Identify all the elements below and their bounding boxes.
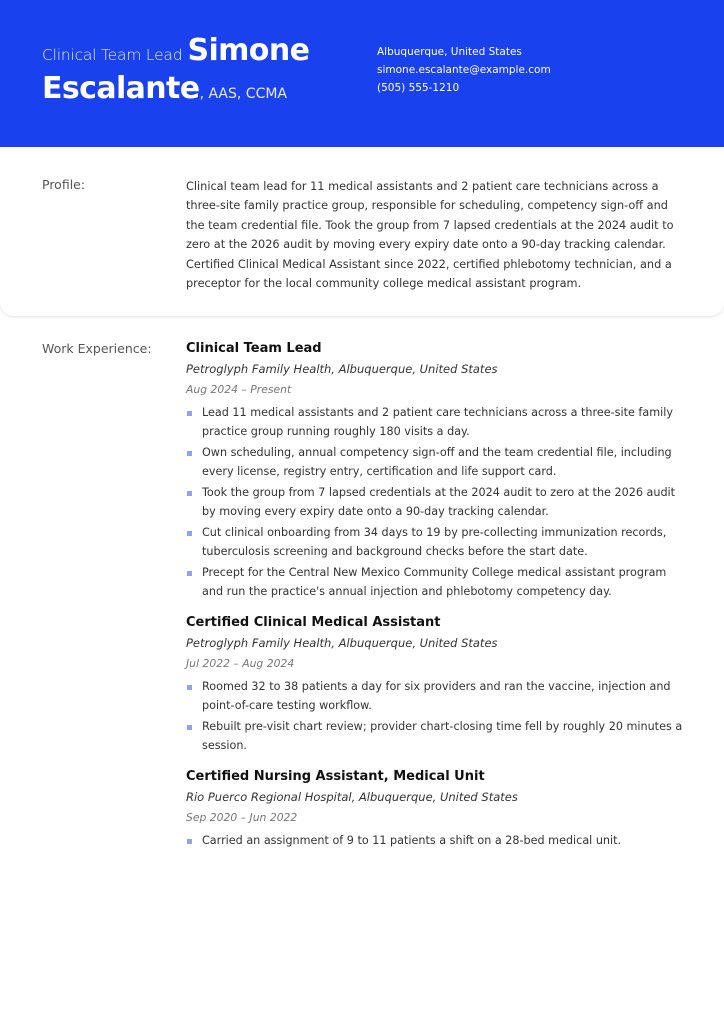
job-bullets [186,404,686,601]
contact-info [377,43,551,97]
bullet-square-icon [187,411,192,416]
job-company: Petroglyph Family Health, Albuquerque, United States [186,636,498,650]
job-dates: Aug 2024 – Present [186,383,292,396]
bullet-item [186,484,686,521]
credentials: , AAS, CCMA [199,86,288,102]
contact-location: Albuquerque, United States [377,46,522,58]
work-experience-section [186,339,686,863]
bullet-text: Cut clinical onboarding from 34 days to 19 by pre-collecting immunization records, tuberculosis screening and background checks before the start date. [202,526,667,558]
bullet-item [186,524,686,561]
bullet-text: Carried an assignment of 9 to 11 patients a shift on a 28-bed medical unit. [202,834,622,847]
job-dates: Jul 2022 – Aug 2024 [186,657,295,670]
bullet-item [186,404,686,441]
bullet-item [186,564,686,601]
bullet-square-icon [187,685,192,690]
bullet-square-icon [187,531,192,536]
job-title: Certified Nursing Assistant, Medical Unit [186,769,485,784]
bullet-text: Took the group from 7 lapsed credentials at the 2024 audit to zero at the 2026 audit by moving every expiry date onto a 90-day tracking calendar. [202,486,676,518]
bullet-square-icon [187,451,192,456]
bullet-square-icon [187,839,192,844]
job-entry [186,339,686,601]
bullet-text: Own scheduling, annual competency sign-off and the team credential file, including every license, registry entry, certification and life support card. [202,446,672,478]
bullet-text: Rebuilt pre-visit chart review; provider chart-closing time fell by roughly 20 minutes a session. [202,720,683,752]
bullet-item [186,832,686,851]
contact-email[interactable]: simone.escalante@example.com [377,64,551,76]
bullet-item [186,718,686,755]
last-name: Escalante [42,71,200,106]
first-name: Simone [187,33,310,68]
bullet-item [186,444,686,481]
job-company: Petroglyph Family Health, Albuquerque, United States [186,362,498,376]
resume-header [0,0,724,147]
bullet-item [186,678,686,715]
bullet-square-icon [187,491,192,496]
profile-text: Clinical team lead for 11 medical assistants and 2 patient care technicians across a three-site family practice group, responsible for scheduling, competency sign-off and the team credential file. Took the group from 7 lapsed credentials at the 2024 audit to zero at the 2026 audit by moving every expiry date onto a 90-day tracking calendar. Certified Clinical Medical Assistant since 2022, certified phlebotomy technician, and a preceptor for the local community college medical assistant program. [186,180,674,291]
header-job-title: Clinical Team Lead [42,46,183,64]
job-company: Rio Puerco Regional Hospital, Albuquerque, United States [186,790,518,804]
bullet-text: Precept for the Central New Mexico Community College medical assistant program and run the practice's annual injection and phlebotomy competency day. [202,566,667,598]
job-title: Clinical Team Lead [186,341,322,356]
work-experience-label: Work Experience: [42,341,152,356]
contact-phone[interactable]: (505) 555-1210 [377,82,460,94]
job-title: Certified Clinical Medical Assistant [186,615,441,630]
job-entry [186,613,686,755]
bullet-text: Lead 11 medical assistants and 2 patient care technicians across a three-site family practice group running roughly 180 visits a day. [202,406,673,438]
bullet-text: Roomed 32 to 38 patients a day for six providers and ran the vaccine, injection and point-of-care testing workflow. [202,680,671,712]
profile-section [0,147,724,316]
profile-label: Profile: [42,177,86,192]
job-bullets [186,832,686,851]
bullet-square-icon [187,571,192,576]
name-block [42,33,352,106]
job-dates: Sep 2020 – Jun 2022 [186,811,298,824]
job-bullets [186,678,686,755]
job-entry [186,767,686,851]
bullet-square-icon [187,725,192,730]
